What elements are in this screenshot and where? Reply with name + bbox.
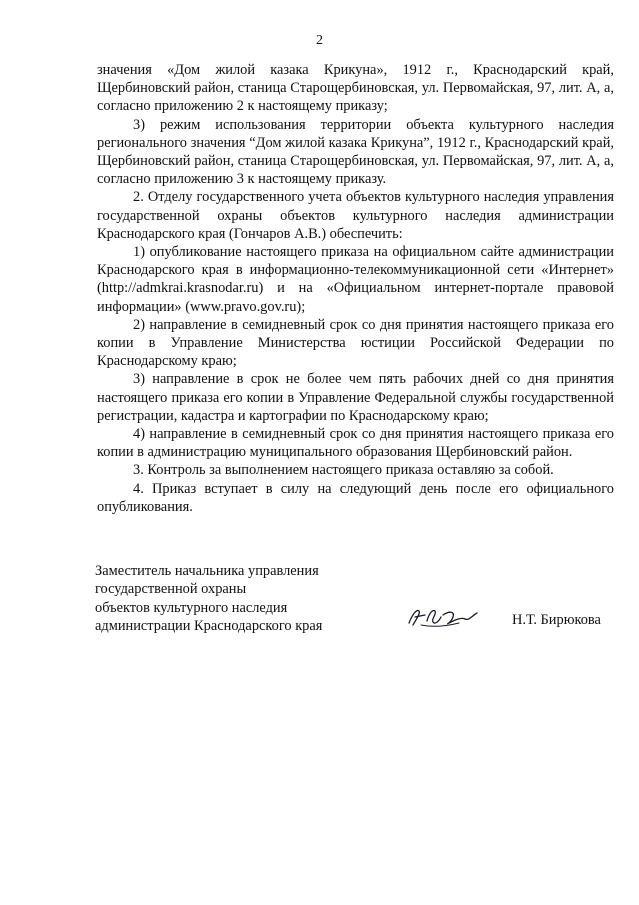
page-number: 2 bbox=[316, 33, 323, 48]
paragraph: 2) направление в семидневный срок со дня принятия настоящего приказа его копии в Управление Министерства юстиции Российской Федерации по Краснодарскому краю; bbox=[97, 316, 614, 370]
handwritten-signature bbox=[403, 603, 483, 631]
document-body bbox=[97, 61, 614, 516]
signatory-title bbox=[95, 562, 355, 636]
signer-name: Н.Т. Бирюкова bbox=[512, 612, 601, 628]
paragraph: 1) опубликование настоящего приказа на официальном сайте администрации Краснодарского края в информационно-телекоммуникационной сети «Интернет» (http://admkrai.krasnodar.ru) и на «Официальном интернет-портале правовой информации» (www.pravo.gov.ru); bbox=[97, 244, 614, 315]
signatory-title-line: государственной охраны bbox=[95, 581, 247, 598]
signatory-title-line: администрации Краснодарского края bbox=[95, 618, 323, 635]
paragraph: 2. Отделу государственного учета объектов культурного наследия управления государственной охраны объектов культурного наследия администрации Краснодарского края (Гончаров А.В.) обеспечить: bbox=[97, 189, 614, 242]
paragraph: 3. Контроль за выполнением настоящего приказа оставляю за собой. bbox=[133, 462, 554, 479]
signatory-title-line: Заместитель начальника управления bbox=[95, 563, 319, 579]
paragraph: 4) направление в семидневный срок со дня принятия настоящего приказа его копии в администрацию муниципального образования Щербиновский район. bbox=[97, 426, 614, 461]
paragraph: 4. Приказ вступает в силу на следующий день после его официального опубликования. bbox=[97, 480, 614, 515]
signatory-title-line: объектов культурного наследия bbox=[95, 599, 288, 616]
paragraph: 3) направление в срок не более чем пять рабочих дней со дня принятия настоящего приказа его копии в Управление Федеральной службы государственной регистрации, кадастра и картографии по Краснодарскому краю; bbox=[97, 371, 614, 424]
paragraph: 3) режим использования территории объекта культурного наследия регионального значения “Дом жилой казака Крикуна”, 1912 г., Краснодарский край, Щербиновский район, станица Старощербиновская, ул. Первомайская, 97, лит. А, а, согласно приложению 3 к настоящему приказу. bbox=[97, 116, 614, 188]
paragraph: значения «Дом жилой казака Крикуна», 1912 г., Краснодарский край, Щербиновский район, станица Старощербиновская, ул. Первомайская, 97, лит. А, а, согласно приложению 2 к настоящему приказу; bbox=[97, 62, 614, 115]
